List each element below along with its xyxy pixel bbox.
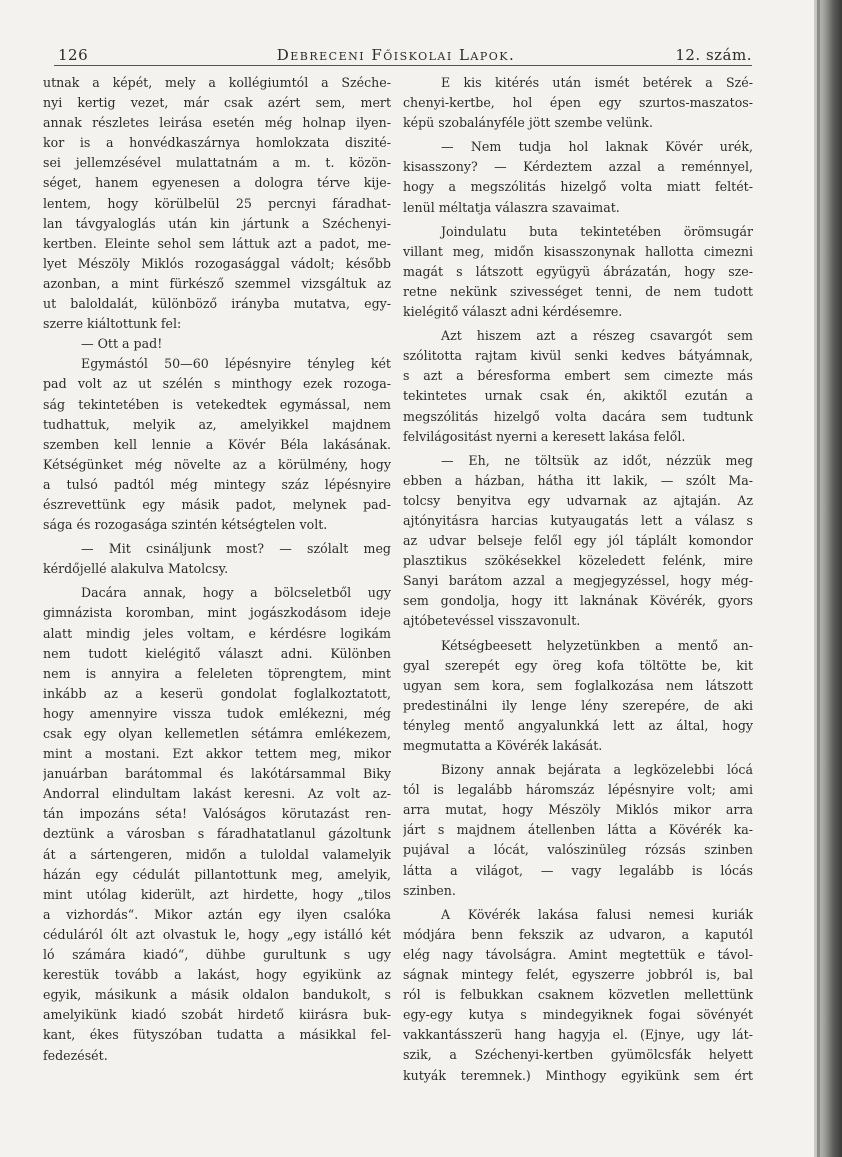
right-column-line: chenyi-kertbe, hol épen egy szurtos-maszatos- [403, 95, 753, 111]
right-column-line: képü szobalányféle jött szembe velünk. [403, 115, 653, 131]
left-column-line: deztünk a városban s fáradhatatlanul gázoltunk [43, 826, 391, 842]
journal-page [40, 42, 753, 1083]
right-column-line: megmutatta a Kövérék lakását. [403, 738, 603, 753]
scan-binding-line [817, 0, 820, 1157]
right-column-line: villant meg, midőn kisasszonynak hallotta cimezni [403, 243, 753, 259]
left-column-line: sei jellemzésével mulattatnám a m. t. közön- [43, 155, 391, 171]
left-column-line: házán egy cédulát pillantottunk meg, amelyik, [43, 866, 391, 882]
left-column-line: pad volt az ut szélén s minthogy ezek rozoga- [43, 376, 391, 392]
left-column-line: januárban barátommal és lakótársammal Biky [43, 766, 391, 782]
left-column-line: Andorral elindultam lakást keresni. Az volt az- [43, 786, 391, 802]
left-column-line: sága és rozogasága szintén kétségtelen volt. [43, 517, 328, 533]
right-column-line: E kis kitérés után ismét betérek a Szé- [441, 75, 753, 90]
left-column-line: nem tudott kielégitő választ adni. Különben [43, 645, 391, 661]
right-column-line: tekintetes urnak csak én, akiktől ezután a [403, 388, 753, 404]
right-column-line: retne nekünk szivességet tenni, de nem tudott [403, 283, 753, 299]
right-column-line: — Nem tudja hol laknak Kövér urék, [441, 139, 753, 155]
left-column-line: kerestük tovább a lakást, hogy egyikünk az [43, 967, 391, 983]
right-column-line: kielégitő választ adni kérdésemre. [403, 304, 623, 320]
right-column-line: tolcsy benyitva egy udvarnak az ajtaján. Az [403, 492, 753, 508]
right-column-line: predestinálni ily lenge lény szerepére, de aki [403, 697, 753, 713]
left-column-line: kertben. Eleinte sehol sem láttuk azt a padot, me- [43, 235, 391, 251]
left-column-line: séget, hanem egyenesen a dologra térve kije- [43, 175, 391, 191]
header-rule [54, 65, 752, 66]
left-column-line: csak egy olyan kellemetlen sétámra emlékezem, [43, 726, 391, 741]
left-column-line: ut baloldalát, különböző irányba mutatva, egy- [43, 296, 391, 312]
right-column-line: kisasszony? — Kérdeztem azzal a reménnyel, [403, 159, 753, 175]
left-column-line: kérdőjellé alakulva Matolcsy. [43, 561, 229, 577]
right-column-line: lenül méltatja válaszra szavaimat. [403, 199, 620, 215]
left-column-line: lyet Mészöly Miklós rozogasággal vádolt; később [43, 255, 391, 271]
left-column-line: ság tekintetében is vetekedtek egymással, nem [43, 396, 391, 412]
left-column-line: Kétségünket még növelte az a körülmény, hogy [43, 456, 391, 472]
left-column-line: céduláról ólt azt olvastuk le, hogy „egy istálló két [43, 926, 391, 942]
left-column-line: nem is annyira a feleleten töprengtem, mint [43, 665, 391, 681]
right-column-line: — Eh, ne töltsük az időt, nézzük meg [441, 452, 753, 468]
right-column-line: felvilágositást nyerni a keresett lakása felől. [403, 428, 686, 444]
right-column-line: s azt a béresforma embert sem cimezte más [403, 368, 753, 384]
left-column [43, 73, 391, 1066]
right-column-line: plasztikus szökésekkel közeledett felénk, mire [403, 553, 753, 569]
left-column-line: lentem, hogy körülbelül 25 percnyi fáradhat- [43, 195, 391, 211]
left-column-line: annak részletes leirása esetén még holnap ilyen- [43, 115, 391, 131]
right-column-line: Bizony annak bejárata a legközelebbi lócá [441, 762, 753, 778]
left-column-line: lan távgyaloglás után kin jártunk a Széchenyi- [43, 215, 391, 231]
left-column-line: — Mit csináljunk most? — szólalt meg [81, 541, 391, 557]
right-column-line: Sanyi barátom azzal a megjegyzéssel, hogy még- [403, 573, 753, 589]
issue-number: 12. szám. [675, 46, 752, 64]
left-column-line: gimnázista koromban, mint jogászkodásom ideje [43, 605, 391, 621]
right-column-line: egy-egy kutya s mindegyiknek fogai sövényét [403, 1007, 753, 1023]
left-column-line: azonban, a mint fürkésző szemmel vizsgáltuk az [43, 275, 391, 291]
left-column-line: mint a mostani. Ezt akkor tettem meg, mikor [43, 746, 391, 762]
right-column-line: módjára benn fekszik az udvaron, a kaputól [403, 926, 753, 942]
left-column-line: ló számára kiadó“, dühbe gurultunk s ugy [43, 947, 391, 963]
right-column-line: Joindulatu buta tekintetében örömsugár [441, 223, 753, 239]
left-column-line: hogy amennyire vissza tudok emlékezni, még [43, 705, 391, 721]
right-column-line: tól is legalább háromszáz lépésnyire volt; ami [403, 782, 753, 798]
right-column-line: az udvar belseje felől egy jól táplált komondor [403, 533, 753, 549]
right-column-line: magát s látszott együgyü ábrázatán, hogy sze- [403, 263, 753, 279]
left-column-line: inkább az a keserü gondolat foglalkoztatott, [43, 685, 391, 701]
left-column-line: a tulsó padtól még mintegy száz lépésnyire [43, 476, 391, 492]
right-column-line: szik, a Széchenyi-kertben gyümölcsfák helyett [403, 1047, 753, 1063]
left-column-line: kant, ékes fütyszóban tudatta a másikkal fel- [43, 1027, 391, 1043]
right-column-line: látta a világot, — vagy legalább is lócás [403, 862, 753, 878]
page-number: 126 [58, 46, 89, 64]
right-column-line: gyal szerepét egy öreg kofa töltötte be, kit [403, 657, 753, 673]
right-column-line: szinben. [403, 882, 456, 898]
running-header [40, 42, 752, 66]
right-column-line: arra mutat, hogy Mészöly Miklós mikor arra [403, 802, 753, 818]
right-column-line: ról is felbukkan csaknem közvetlen mellettünk [403, 987, 753, 1003]
left-column-line: a vizhordás“. Mikor aztán egy ilyen csalóka [43, 906, 391, 922]
left-column-line: fedezését. [43, 1047, 108, 1063]
right-column-line: szólitotta rajtam kivül senki kedves bátyámnak, [403, 348, 753, 364]
left-column-line: utnak a képét, mely a kollégiumtól a Széche- [43, 75, 391, 90]
right-column-line: ugyan sem kora, sem foglalkozása nem látszott [403, 677, 753, 693]
right-column-line: sem gondolja, hogy itt laknának Kövérék, gyors [403, 593, 753, 609]
text-columns [40, 73, 752, 1133]
left-column-line: — Ott a pad! [81, 336, 163, 352]
right-column-line: A Kövérék lakása falusi nemesi kuriák [441, 906, 753, 922]
left-column-line: amelyikünk kiadó szobát hirdető kiirásra buk- [43, 1007, 391, 1023]
left-column-line: Dacára annak, hogy a bölcseletből ugy [81, 585, 391, 601]
left-column-line: kor is a honvédkaszárnya homlokzata diszité- [43, 135, 391, 151]
right-column-line: elég nagy távolságra. Amint megtettük e távol- [403, 946, 753, 962]
right-column-line: vakkantásszerü hang hagyja el. (Ejnye, ugy lát- [403, 1027, 753, 1043]
right-column-line: pujával a lócát, valószinüleg rózsás szinben [403, 842, 753, 858]
left-column-line: át a sártengeren, midőn a tuloldal valamelyik [43, 846, 391, 862]
left-column-line: szerre kiáltottunk fel: [43, 316, 182, 332]
left-column-line: tán impozáns séta! Valóságos körutazást ren- [43, 806, 391, 822]
right-column-line: tényleg mentő angyalunkká lett az által, hogy [403, 717, 753, 733]
left-column-line: mint utólag kiderült, azt hirdette, hogy „tilos [43, 886, 391, 902]
left-column-line: szemben kell lennie a Kövér Béla lakásának. [43, 436, 391, 452]
right-column-line: ebben a házban, hátha itt lakik, — szólt Ma- [403, 472, 753, 488]
left-column-line: Egymástól 50—60 lépésnyire tényleg két [81, 356, 391, 372]
right-column-line: ajtóbetevéssel visszavonult. [403, 613, 581, 629]
left-column-line: nyi kertig vezet, már csak azért sem, mert [43, 95, 391, 111]
journal-title: Debreceni Főiskolai Lapok. [276, 46, 516, 64]
left-column-line: alatt mindig jeles voltam, e kérdésre logikám [43, 625, 391, 641]
right-column-line: ságnak mintegy felét, egyszerre jobbról is, bal [403, 967, 753, 983]
left-column-line: észrevettünk egy másik padot, melynek pad- [43, 496, 391, 512]
right-column-line: Azt hiszem azt a részeg csavargót sem [441, 328, 753, 344]
right-column-line: kutyák teremnek.) Minthogy egyikünk sem ért [403, 1067, 753, 1083]
left-column-line: egyik, másikunk a másik oldalon bandukolt, s [43, 987, 391, 1003]
right-column-line: ajtónyitásra harcias kutyaugatás lett a válasz s [403, 512, 753, 528]
right-column-line: Kétségbeesett helyzetünkben a mentő an- [441, 637, 753, 653]
right-column [403, 73, 753, 1086]
right-column-line: hogy a megszólitás hizelgő volta miatt feltét- [403, 179, 753, 195]
right-column-line: járt s majdnem átellenben látta a Kövérék ka- [403, 822, 753, 838]
right-column-line: megszólitás hizelgő volta dacára sem tudtunk [403, 408, 753, 424]
left-column-line: tudhattuk, melyik az, amelyikkel majdnem [43, 416, 391, 432]
